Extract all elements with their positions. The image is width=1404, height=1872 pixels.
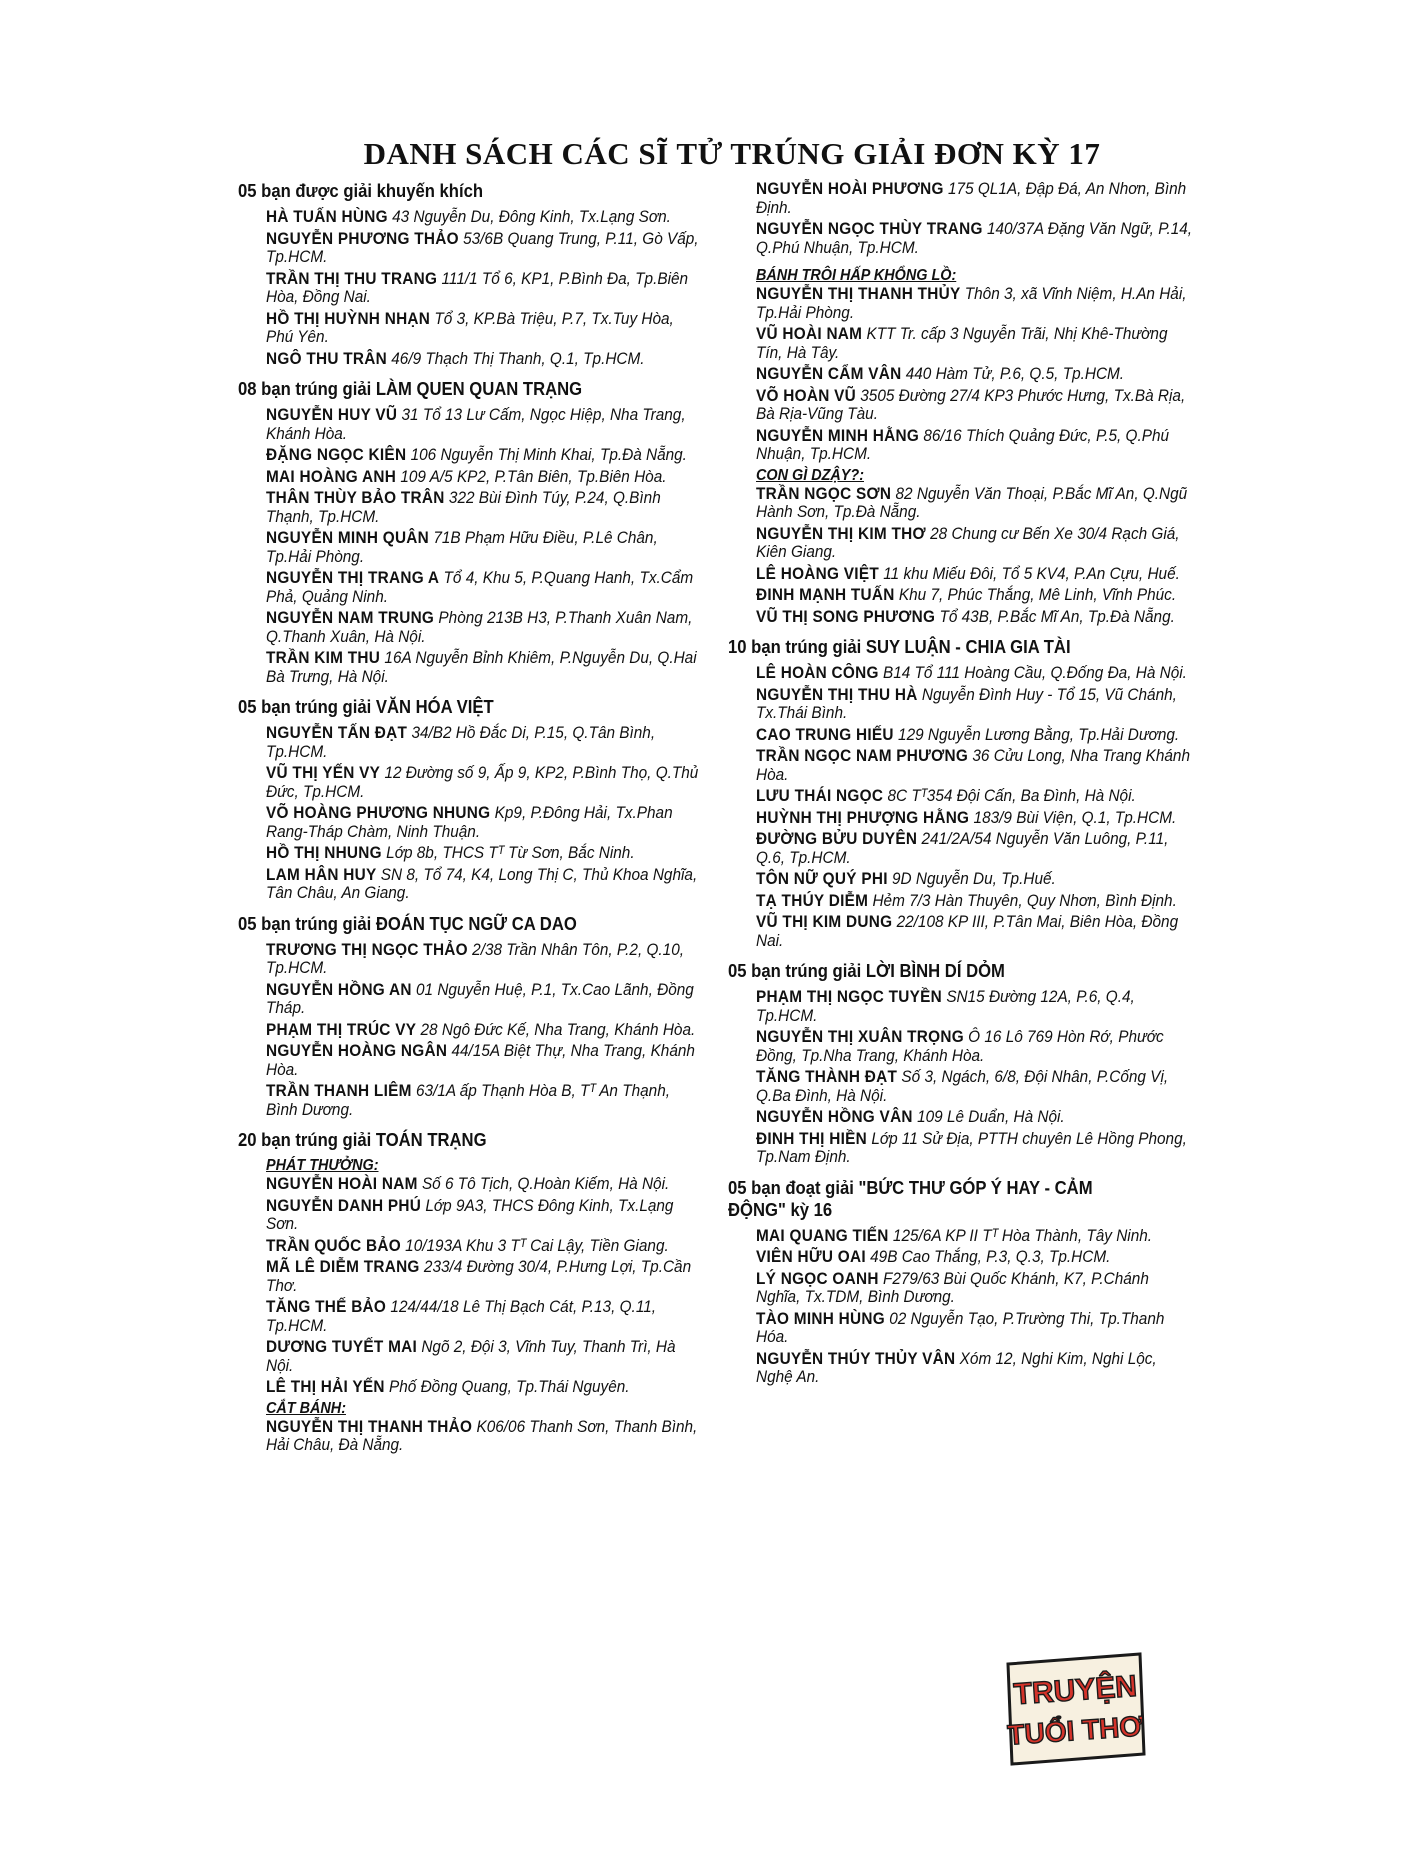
- winner-entry: [266, 844, 703, 863]
- winner-name: ĐINH MẠNH TUẤN: [756, 586, 895, 604]
- subgroup-label: CẮT BÁNH:: [266, 1399, 346, 1417]
- logo-line2: TUỔI THƠ: [1006, 1710, 1145, 1751]
- winner-entry: [756, 747, 1193, 784]
- winner-address: 53/6B Quang Trung, P.11, Gò Vấp, Tp.HCM.: [266, 229, 699, 266]
- winner-entry: [266, 981, 703, 1018]
- winner-address: 140/37A Đặng Văn Ngữ, P.14, Q.Phú Nhuận, Tp.HCM.: [756, 220, 1193, 257]
- winner-name: NGUYỄN MINH QUÂN: [266, 529, 430, 547]
- winner-name: NGUYỄN MINH HẰNG: [756, 426, 920, 445]
- winner-name: HỒ THỊ HUỲNH NHẠN: [266, 309, 431, 328]
- page-title: DANH SÁCH CÁC SĨ TỬ TRÚNG GIẢI ĐƠN KỲ 17: [363, 136, 1101, 171]
- winner-entry: [756, 1248, 1193, 1267]
- winner-entry: [756, 1068, 1193, 1105]
- winner-name: TRẦN KIM THU: [266, 649, 381, 667]
- winner-address: 12 Đường số 9, Ấp 9, KP2, P.Bình Thọ, Q.Thủ Đức, Tp.HCM.: [266, 764, 699, 801]
- winner-address: 129 Nguyễn Lương Bằng, Tp.Hải Dương.: [898, 725, 1180, 744]
- winner-address: 02 Nguyễn Tạo, P.Trường Thi, Tp.Thanh Hóa.: [756, 1309, 1165, 1346]
- winner-name: VIÊN HỮU OAI: [756, 1248, 866, 1266]
- winner-address: K06/06 Thanh Sơn, Thanh Bình, Hải Châu, Đà Nẵng.: [266, 1417, 698, 1454]
- winner-address: 28 Ngô Đức Kế, Nha Trang, Khánh Hòa.: [420, 1020, 696, 1039]
- winner-address: 34/B2 Hồ Đắc Di, P.15, Q.Tân Bình, Tp.HCM.: [266, 724, 656, 761]
- winner-entry: [756, 325, 1193, 362]
- winner-name: TRƯƠNG THỊ NGỌC THẢO: [266, 940, 468, 959]
- winner-name: CAO TRUNG HIẾU: [756, 725, 894, 744]
- winner-address: 233/4 Đường 30/4, P.Hưng Lợi, Tp.Cần Thơ.: [266, 1258, 692, 1295]
- winner-entry: [756, 427, 1193, 464]
- winner-address: 440 Hàm Tử, P.6, Q.5, Tp.HCM.: [905, 365, 1125, 383]
- winner-address: Hẻm 7/3 Hàn Thuyên, Quy Nhơn, Bình Định.: [872, 891, 1177, 910]
- winner-entry: [266, 1298, 703, 1335]
- winner-entry: [266, 724, 703, 761]
- winner-address: 44/15A Biệt Thự, Nha Trang, Khánh Hòa.: [266, 1042, 695, 1079]
- winner-address: Khu 7, Phúc Thắng, Mê Linh, Vĩnh Phúc.: [898, 586, 1177, 604]
- winner-name: TRẦN NGỌC SƠN: [756, 484, 892, 503]
- winner-name: NGUYỄN THỊ TRANG A: [266, 569, 440, 587]
- winner-entry: [756, 608, 1193, 627]
- winner-entry: [756, 285, 1193, 322]
- winner-entry: [266, 1418, 703, 1455]
- winner-entry: [266, 1258, 703, 1295]
- winner-address: 322 Bùi Đình Túy, P.24, Q.Bình Thạnh, Tp.HCM.: [266, 489, 661, 526]
- winner-entry: [756, 686, 1193, 723]
- winner-name: TRẦN THANH LIÊM: [266, 1082, 412, 1100]
- winner-name: TRẦN NGỌC NAM PHƯƠNG: [756, 747, 969, 765]
- section-heading: 05 bạn trúng giải LỜI BÌNH DÍ DỎM: [728, 960, 1005, 981]
- winner-address: 36 Cửu Long, Nha Trang Khánh Hòa.: [756, 747, 1191, 784]
- winner-name: NGÔ THU TRÂN: [266, 349, 387, 368]
- winner-address: 125/6A KP II Tᵀ Hòa Thành, Tây Ninh.: [892, 1226, 1153, 1245]
- winner-entry: [266, 1237, 703, 1256]
- winner-address: 86/16 Thích Quảng Đức, P.5, Q.Phú Nhuận, Tp.HCM.: [756, 426, 1170, 463]
- winner-entry: [266, 468, 703, 487]
- winner-entry: [756, 830, 1193, 867]
- section-heading: 05 bạn đoạt giải "BỨC THƯ GÓP Ý HAY - CẢM ĐỘNG" kỳ 16: [728, 1176, 1093, 1220]
- winner-entry: [266, 270, 703, 307]
- section-heading: 10 bạn trúng giải SUY LUẬN - CHIA GIA TÀI: [728, 636, 1071, 657]
- winner-entry: [756, 1310, 1193, 1347]
- section-heading: 05 bạn trúng giải ĐOÁN TỤC NGỮ CA DAO: [238, 912, 577, 934]
- winner-address: 10/193A Khu 3 Tᵀ Cai Lậy, Tiền Giang.: [405, 1236, 669, 1255]
- winner-address: Ô 16 Lô 769 Hòn Rớ, Phước Đồng, Tp.Nha Trang, Khánh Hòa.: [756, 1028, 1164, 1065]
- winner-entry: [756, 1227, 1193, 1246]
- prize-section: [728, 267, 1198, 626]
- winner-address: 9D Nguyễn Du, Tp.Huế.: [892, 870, 1056, 888]
- winner-name: NGUYỄN TẤN ĐẠT: [266, 724, 408, 742]
- winner-address: 2/38 Trần Nhân Tôn, P.2, Q.10, Tp.HCM.: [266, 940, 685, 977]
- winner-entry: [266, 1082, 703, 1119]
- winner-address: SN 8, Tổ 74, K4, Long Thị C, Thủ Khoa Nghĩa, Tân Châu, An Giang.: [266, 865, 698, 902]
- winner-address: 46/9 Thạch Thị Thanh, Q.1, Tp.HCM.: [391, 349, 645, 368]
- winner-address: 71B Phạm Hữu Điều, P.Lê Chân, Tp.Hải Phòng.: [266, 529, 658, 566]
- winner-address: 8C Tᵀ354 Đội Cấn, Ba Đình, Hà Nội.: [887, 787, 1136, 805]
- winner-entry: [266, 529, 703, 566]
- winner-name: TÀO MINH HÙNG: [756, 1309, 885, 1328]
- winner-name: HÀ TUẤN HÙNG: [266, 208, 388, 226]
- winner-entry: [756, 870, 1193, 889]
- winner-entry: [756, 586, 1193, 605]
- winner-address: Phố Đồng Quang, Tp.Thái Nguyên.: [389, 1378, 630, 1396]
- winner-entry: [266, 649, 703, 686]
- winner-name: LÝ NGỌC OANH: [756, 1269, 879, 1288]
- winner-entry: [756, 1130, 1193, 1167]
- section-heading: 08 bạn trúng giải LÀM QUEN QUAN TRẠNG: [238, 378, 583, 399]
- winner-name: NGUYỄN HOÀI NAM: [266, 1175, 418, 1193]
- winner-entry: [266, 350, 703, 369]
- winner-name: NGUYỄN PHƯƠNG THẢO: [266, 229, 459, 248]
- winner-entry: [266, 941, 703, 978]
- prize-section: [238, 378, 708, 686]
- winner-address: 124/44/18 Lê Thị Bạch Cát, P.13, Q.11, Tp.HCM.: [266, 1298, 657, 1335]
- winner-name: NGUYỄN HUY VŨ: [266, 406, 398, 424]
- winner-name: NGUYỄN HOÀNG NGÂN: [266, 1042, 448, 1060]
- winner-entry: [266, 446, 703, 465]
- winner-entry: [756, 485, 1193, 522]
- winner-name: ĐƯỜNG BỬU DUYÊN: [756, 830, 918, 848]
- prize-section: [728, 960, 1198, 1167]
- winner-name: HUỲNH THỊ PHƯỢNG HẰNG: [756, 808, 970, 827]
- winner-entry: [756, 809, 1193, 828]
- winner-entry: [266, 1378, 703, 1397]
- winner-address: 43 Nguyễn Du, Đông Kinh, Tx.Lạng Sơn.: [392, 208, 671, 226]
- winner-entry: [756, 387, 1193, 424]
- winner-address: Tổ 3, KP.Bà Triệu, P.7, Tx.Tuy Hòa, Phú Yên.: [266, 309, 674, 346]
- winner-name: LƯU THÁI NGỌC: [756, 787, 884, 805]
- winner-entry: [266, 1175, 703, 1194]
- winner-entry: [756, 1350, 1193, 1387]
- winner-address: Phòng 213B H3, P.Thanh Xuân Nam, Q.Thanh Xuân, Hà Nội.: [266, 609, 693, 646]
- winner-name: MAI QUANG TIẾN: [756, 1226, 889, 1245]
- winner-entry: [266, 764, 703, 801]
- right-column: [728, 180, 1198, 1397]
- winner-address: 241/2A/54 Nguyễn Văn Luông, P.11, Q.6, Tp.HCM.: [756, 830, 1169, 867]
- winner-entry: [266, 804, 703, 841]
- winner-name: NGUYỄN NAM TRUNG: [266, 609, 435, 627]
- section-heading: 20 bạn trúng giải TOÁN TRẠNG: [238, 1129, 487, 1150]
- winner-entry: [266, 1197, 703, 1234]
- winner-name: MÃ LÊ DIỄM TRANG: [266, 1258, 420, 1276]
- winner-name: TRẦN QUỐC BẢO: [266, 1236, 401, 1255]
- winner-entry: [266, 1338, 703, 1375]
- winner-name: VŨ THỊ YẾN VY: [266, 764, 381, 782]
- subgroup-label: BÁNH TRÔI HẤP KHỔNG LỒ:: [756, 267, 957, 284]
- winner-entry: [266, 406, 703, 443]
- left-column: [238, 180, 708, 1465]
- winner-address: Ngõ 2, Đội 3, Vĩnh Tuy, Thanh Trì, Hà Nội.: [266, 1338, 676, 1375]
- winner-entry: [756, 565, 1193, 584]
- winner-address: Kp9, P.Đông Hải, Tx.Phan Rang-Tháp Chàm, Ninh Thuận.: [266, 804, 673, 841]
- winner-address: Xóm 12, Nghi Kim, Nghi Lộc, Nghệ An.: [756, 1349, 1157, 1386]
- prize-section: [238, 696, 708, 903]
- winner-name: NGUYỄN THỊ THU HÀ: [756, 685, 918, 704]
- winner-entry: [756, 988, 1193, 1025]
- winner-address: 11 khu Miếu Đôi, Tổ 5 KV4, P.An Cựu, Huế.: [883, 564, 1180, 583]
- winner-address: Tổ 4, Khu 5, P.Quang Hanh, Tx.Cẩm Phả, Quảng Ninh.: [266, 569, 694, 606]
- winner-address: Lớp 9A3, THCS Đông Kinh, Tx.Lạng Sơn.: [266, 1196, 674, 1233]
- winner-address: Thôn 3, xã Vĩnh Niệm, H.An Hải, Tp.Hải Phòng.: [756, 285, 1187, 322]
- winner-entry: [266, 489, 703, 526]
- winner-address: 01 Nguyễn Huệ, P.1, Tx.Cao Lãnh, Đồng Tháp.: [266, 980, 694, 1017]
- winner-name: NGUYỄN CẨM VÂN: [756, 365, 902, 383]
- winner-address: 22/108 KP III, P.Tân Mai, Biên Hòa, Đồng Nai.: [756, 913, 1179, 950]
- winner-entry: [756, 1108, 1193, 1127]
- winner-name: NGUYỄN THỊ THANH THỦY: [756, 285, 961, 303]
- section-heading: 05 bạn được giải khuyến khích: [238, 180, 484, 201]
- winner-address: 109 Lê Duẩn, Hà Nội.: [917, 1108, 1065, 1126]
- winner-entry: [266, 310, 703, 347]
- winner-address: 106 Nguyễn Thị Minh Khai, Tp.Đà Nẵng.: [410, 446, 687, 464]
- winner-address: 31 Tổ 13 Lư Cấm, Ngọc Hiệp, Nha Trang, Khánh Hòa.: [266, 406, 686, 443]
- truyen-tuoi-tho-logo: [1000, 1650, 1148, 1768]
- winner-name: LÊ HOÀN CÔNG: [756, 664, 879, 682]
- prize-section: [238, 1129, 708, 1455]
- winner-name: NGUYỄN HỒNG AN: [266, 980, 412, 999]
- winner-entry: [756, 525, 1193, 562]
- winner-name: VÕ HOÀN VŨ: [756, 386, 856, 405]
- winner-name: NGUYỄN THỊ THANH THẢO: [266, 1417, 473, 1436]
- winner-address: Số 6 Tô Tịch, Q.Hoàn Kiếm, Hà Nội.: [421, 1175, 670, 1193]
- winner-address: Tổ 43B, P.Bắc Mĩ An, Tp.Đà Nẵng.: [939, 607, 1175, 626]
- winner-name: LAM HÂN HUY: [266, 865, 377, 884]
- winner-name: VŨ THỊ KIM DUNG: [756, 913, 893, 931]
- winner-name: PHẠM THỊ NGỌC TUYỀN: [756, 988, 943, 1006]
- logo-line1: TRUYỆN: [1012, 1669, 1139, 1712]
- winner-name: NGUYỄN HOÀI PHƯƠNG: [756, 180, 944, 198]
- winner-name: NGUYỄN THÚY THỦY VÂN: [756, 1349, 956, 1368]
- winner-address: Lớp 11 Sử Địa, PTTH chuyên Lê Hồng Phong, Tp.Nam Định.: [756, 1129, 1187, 1166]
- winner-address: Số 3, Ngách, 6/8, Đội Nhân, P.Cống Vị, Q.Ba Đình, Hà Nội.: [756, 1068, 1169, 1105]
- winner-address: 183/9 Bùi Viện, Q.1, Tp.HCM.: [973, 808, 1177, 827]
- winner-address: 3505 Đường 27/4 KP3 Phước Hưng, Tx.Bà Rịa, Bà Rịa-Vũng Tàu.: [756, 386, 1186, 423]
- winner-entry: [756, 664, 1193, 683]
- winner-address: Lớp 8b, THCS Tᵀ Từ Sơn, Bắc Ninh.: [386, 844, 635, 862]
- winner-name: NGUYỄN NGỌC THÙY TRANG: [756, 220, 983, 238]
- prize-section: [728, 1177, 1198, 1387]
- subgroup-label: PHÁT THƯỞNG:: [266, 1157, 379, 1174]
- winner-entry: [756, 726, 1193, 745]
- winner-entry: [266, 569, 703, 606]
- winner-name: NGUYỄN THỊ KIM THƠ: [756, 524, 926, 543]
- winner-address: 111/1 Tổ 6, KP1, P.Bình Đa, Tp.Biên Hòa, Đồng Nai.: [266, 269, 689, 306]
- winner-address: KTT Tr. cấp 3 Nguyễn Trãi, Nhị Khê-Thường Tín, Hà Tây.: [756, 325, 1168, 362]
- winner-entry: [756, 787, 1193, 806]
- winner-name: TĂNG THÀNH ĐẠT: [756, 1068, 898, 1086]
- winner-name: TÔN NỮ QUÝ PHI: [756, 870, 888, 888]
- winner-name: PHẠM THỊ TRÚC VY: [266, 1020, 417, 1039]
- prize-section: [238, 180, 708, 368]
- winner-name: VŨ HOÀI NAM: [756, 325, 863, 343]
- winner-name: ĐẶNG NGỌC KIÊN: [266, 446, 407, 464]
- winner-name: VŨ THỊ SONG PHƯƠNG: [756, 607, 936, 626]
- winner-address: 175 QL1A, Đập Đá, An Nhơn, Bình Định.: [756, 180, 1187, 217]
- winner-entry: [756, 220, 1193, 257]
- winner-address: 49B Cao Thắng, P.3, Q.3, Tp.HCM.: [870, 1248, 1111, 1266]
- winner-name: NGUYỄN DANH PHÚ: [266, 1196, 422, 1215]
- logo-graphic: [1000, 1650, 1148, 1768]
- winner-entry: [266, 230, 703, 267]
- winner-address: Nguyễn Đình Huy - Tổ 15, Vũ Chánh, Tx.Thái Bình.: [756, 685, 1177, 722]
- winner-address: 16A Nguyễn Bỉnh Khiêm, P.Nguyễn Du, Q.Hai Bà Trưng, Hà Nội.: [266, 649, 697, 686]
- winner-address: 63/1A ấp Thạnh Hòa B, Tᵀ An Thạnh, Bình Dương.: [266, 1082, 670, 1119]
- winner-entry: [756, 1028, 1193, 1065]
- winner-address: B14 Tổ 111 Hoàng Cầu, Q.Đống Đa, Hà Nội.: [882, 664, 1187, 682]
- winner-entry: [756, 1270, 1193, 1307]
- winner-entry: [266, 609, 703, 646]
- winner-name: MAI HOÀNG ANH: [266, 467, 397, 486]
- winner-entry: [756, 913, 1193, 950]
- winner-name: ĐINH THỊ HIỀN: [756, 1129, 868, 1148]
- winner-name: HỒ THỊ NHUNG: [266, 844, 382, 862]
- winner-name: THÂN THÙY BẢO TRÂN: [266, 489, 445, 507]
- subgroup-label: CON GÌ DZẬY?:: [756, 466, 864, 484]
- winner-entry: [756, 892, 1193, 911]
- winner-entry: [756, 180, 1193, 217]
- winner-address: 82 Nguyễn Văn Thoại, P.Bắc Mĩ An, Q.Ngũ Hành Sơn, Tp.Đà Nẵng.: [756, 484, 1188, 521]
- prize-section: [728, 180, 1198, 257]
- winner-address: F279/63 Bùi Quốc Khánh, K7, P.Chánh Nghĩa, Tx.TDM, Bình Dương.: [756, 1269, 1149, 1306]
- winner-name: TRẦN THỊ THU TRANG: [266, 269, 438, 288]
- winner-address: 28 Chung cư Bến Xe 30/4 Rạch Giá, Kiên Giang.: [756, 524, 1180, 561]
- winner-name: NGUYỄN HỒNG VÂN: [756, 1108, 913, 1126]
- prize-section: [728, 636, 1198, 950]
- winner-entry: [266, 1042, 703, 1079]
- section-heading: 05 bạn trúng giải VĂN HÓA VIỆT: [238, 696, 494, 717]
- winner-name: TẠ THÚY DIỄM: [756, 891, 869, 910]
- winner-address: 109 A/5 KP2, P.Tân Biên, Tp.Biên Hòa.: [400, 467, 667, 486]
- winner-name: VÕ HOÀNG PHƯƠNG NHUNG: [266, 804, 491, 822]
- winner-entry: [756, 365, 1193, 384]
- winner-name: LÊ THỊ HẢI YẾN: [266, 1378, 385, 1396]
- winner-entry: [266, 866, 703, 903]
- winner-name: DƯƠNG TUYẾT MAI: [266, 1338, 418, 1356]
- winner-entry: [266, 1021, 703, 1040]
- winner-name: NGUYỄN THỊ XUÂN TRỌNG: [756, 1028, 964, 1046]
- winner-entry: [266, 208, 703, 227]
- winner-name: LÊ HOÀNG VIỆT: [756, 564, 879, 583]
- winner-name: TĂNG THẾ BẢO: [266, 1298, 387, 1316]
- prize-section: [238, 913, 708, 1120]
- winner-address: SN15 Đường 12A, P.6, Q.4, Tp.HCM.: [756, 988, 1135, 1025]
